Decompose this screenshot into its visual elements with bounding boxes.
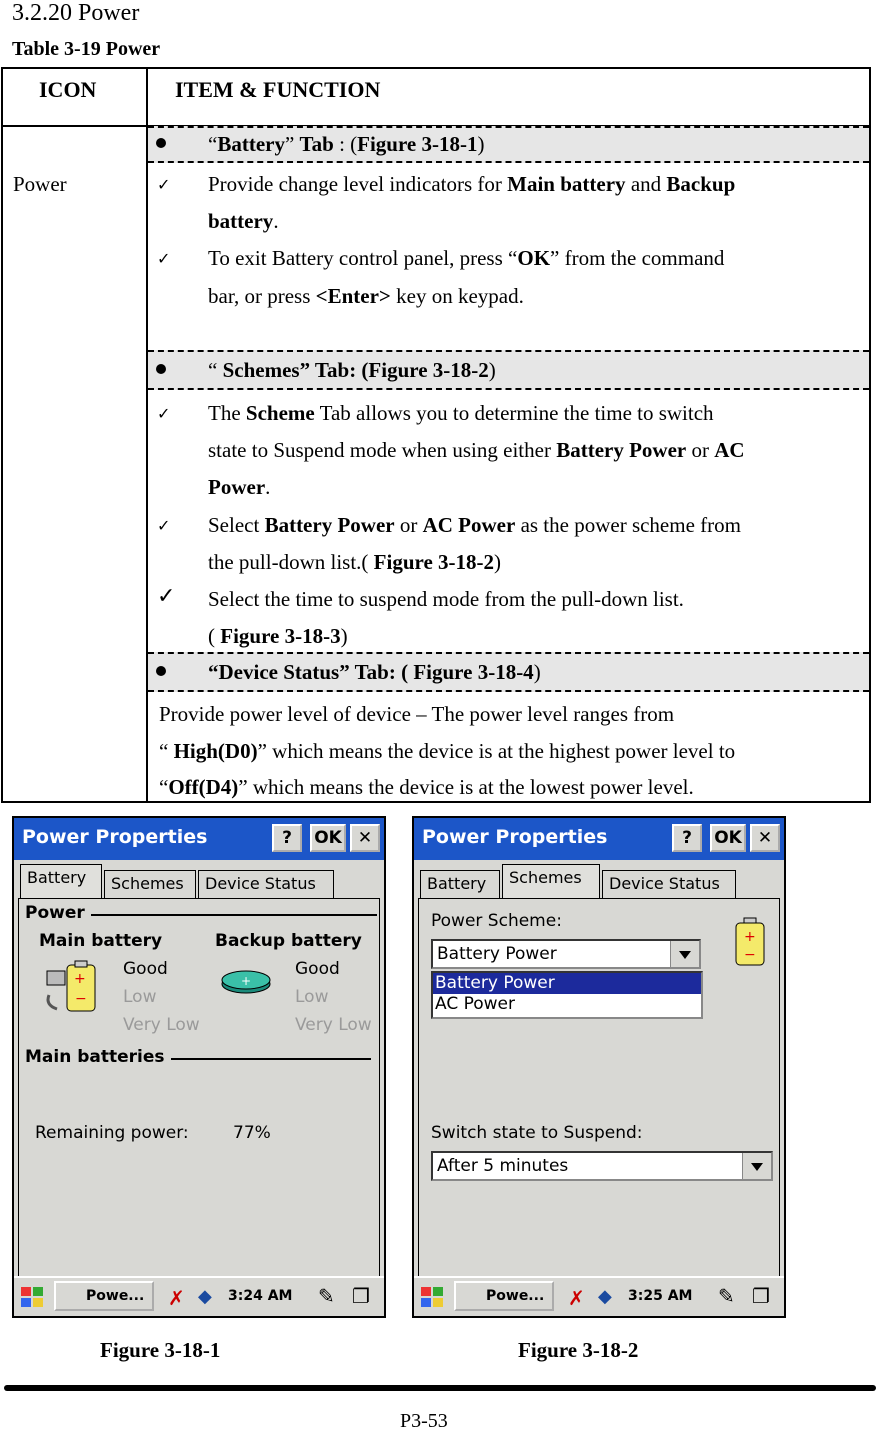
main-level-very-low: Very Low <box>123 1015 200 1035</box>
battery-item-2-cont: bar, or press <Enter> key on keypad. <box>208 284 524 308</box>
window-title: Power Properties <box>422 826 608 848</box>
svg-text:+: + <box>74 971 86 987</box>
battery-item-1: Provide change level indicators for Main battery and Backup <box>208 172 736 196</box>
taskbar <box>14 1276 384 1316</box>
option-ac-power[interactable]: AC Power <box>435 994 516 1014</box>
remaining-power-label: Remaining power: <box>35 1123 189 1143</box>
battery-icon <box>733 917 767 967</box>
power-table <box>1 67 871 803</box>
power-group-label: Power <box>25 903 85 923</box>
tab-battery[interactable]: Battery <box>420 870 500 898</box>
backup-battery-icon <box>219 969 273 995</box>
page-number: P3-53 <box>400 1410 448 1432</box>
windows-switch-icon[interactable]: ❐ <box>352 1284 370 1308</box>
network-disconnected-icon[interactable]: ✗ <box>168 1286 185 1310</box>
sync-icon[interactable]: ◆ <box>198 1286 212 1307</box>
main-level-low: Low <box>123 987 157 1007</box>
clock[interactable]: 3:25 AM <box>628 1288 693 1304</box>
taskbar <box>414 1276 784 1316</box>
tab-battery[interactable]: Battery <box>20 864 102 898</box>
ok-button[interactable]: OK <box>310 824 346 852</box>
main-battery-label: Main battery <box>39 931 163 951</box>
input-panel-icon[interactable]: ✎ <box>718 1284 735 1308</box>
main-batteries-label: Main batteries <box>25 1047 165 1067</box>
screenshot-schemes-tab <box>412 816 786 1318</box>
start-flag-icon[interactable] <box>418 1283 446 1311</box>
caption-figure-2: Figure 3-18-2 <box>518 1338 639 1362</box>
device-text-1: Provide power level of device – The power level ranges from <box>159 702 675 726</box>
schemes-panel <box>418 898 780 1282</box>
window-title: Power Properties <box>22 826 208 848</box>
chevron-down-icon[interactable] <box>670 941 699 967</box>
tab-device-status[interactable]: Device Status <box>602 870 736 898</box>
section-title: 3.2.20 Power <box>12 0 140 26</box>
scheme-item-3: Select the time to suspend mode from the pull-down list. <box>208 587 684 611</box>
icon-cell-power: Power <box>13 172 67 196</box>
help-button[interactable]: ? <box>672 824 702 852</box>
network-disconnected-icon[interactable]: ✗ <box>568 1286 585 1310</box>
suspend-label: Switch state to Suspend: <box>431 1123 643 1143</box>
backup-level-low: Low <box>295 987 329 1007</box>
tab-schemes[interactable]: Schemes <box>502 864 600 898</box>
header-icon: ICON <box>39 77 97 102</box>
bullet-icon <box>156 364 166 374</box>
windows-switch-icon[interactable]: ❐ <box>752 1284 770 1308</box>
device-text-2: “ High(D0)” which means the device is at the highest power level to <box>159 739 736 763</box>
svg-text:−: − <box>744 947 756 963</box>
scheme-item-2-cont: the pull-down list.( Figure 3-18-2) <box>208 550 501 574</box>
device-status-tab-heading: “Device Status” Tab: ( Figure 3-18-4) <box>148 652 869 692</box>
checkmark-icon: ✓ <box>157 518 171 535</box>
tab-device-status[interactable]: Device Status <box>198 870 334 898</box>
clock[interactable]: 3:24 AM <box>228 1288 293 1304</box>
device-text-3: “Off(D4)” which means the device is at the lowest power level. <box>159 775 694 799</box>
backup-level-good: Good <box>295 959 340 979</box>
table-title: Table 3-19 Power <box>12 38 161 60</box>
title-bar <box>414 818 784 860</box>
battery-item-2: To exit Battery control panel, press “OK” from the command <box>208 246 725 270</box>
remaining-power-value: 77% <box>233 1123 271 1143</box>
scheme-item-1-cont2: Power. <box>208 475 271 499</box>
bullet-icon <box>156 138 166 148</box>
backup-level-very-low: Very Low <box>295 1015 372 1035</box>
scheme-item-1: The Scheme Tab allows you to determine the time to switch <box>208 401 714 425</box>
power-scheme-label: Power Scheme: <box>431 911 562 931</box>
title-bar <box>14 818 384 860</box>
ok-button[interactable]: OK <box>710 824 746 852</box>
scheme-item-2: Select Battery Power or AC Power as the power scheme from <box>208 513 741 537</box>
schemes-tab-heading: “ Schemes” Tab: (Figure 3-18-2) <box>148 350 869 390</box>
checkmark-icon: ✓ <box>157 177 171 194</box>
option-battery-power[interactable]: Battery Power <box>433 973 701 994</box>
power-scheme-select[interactable] <box>431 939 701 969</box>
svg-text:+: + <box>744 929 756 945</box>
screenshot-battery-tab <box>12 816 386 1318</box>
group-separator <box>171 1058 371 1060</box>
close-button[interactable]: ✕ <box>750 824 780 852</box>
taskbar-power-task[interactable]: Powe... <box>454 1281 554 1311</box>
power-scheme-dropdown-list[interactable] <box>431 971 703 1019</box>
footer-rule <box>4 1385 876 1391</box>
main-battery-icon <box>43 959 103 1019</box>
power-scheme-value: Battery Power <box>437 944 557 964</box>
tab-schemes[interactable]: Schemes <box>104 870 196 898</box>
scheme-item-3-cont: ( Figure 3-18-3) <box>208 624 348 648</box>
checkmark-icon: ✓ <box>157 251 171 268</box>
battery-item-1-cont: battery. <box>208 209 279 233</box>
start-flag-icon[interactable] <box>18 1283 46 1311</box>
battery-panel <box>18 898 380 1282</box>
taskbar-power-task[interactable]: Powe... <box>54 1281 154 1311</box>
bullet-icon <box>156 666 166 676</box>
caption-figure-1: Figure 3-18-1 <box>100 1338 221 1362</box>
suspend-select[interactable] <box>431 1151 773 1181</box>
suspend-value: After 5 minutes <box>437 1156 569 1176</box>
main-level-good: Good <box>123 959 168 979</box>
svg-text:+: + <box>241 974 252 988</box>
group-separator <box>91 914 377 916</box>
backup-battery-label: Backup battery <box>215 931 362 951</box>
checkmark-icon: ✓ <box>157 583 176 608</box>
help-button[interactable]: ? <box>272 824 302 852</box>
chevron-down-icon[interactable] <box>742 1153 771 1179</box>
scheme-item-1-cont: state to Suspend mode when using either Battery Power or AC <box>208 438 745 462</box>
sync-icon[interactable]: ◆ <box>598 1286 612 1307</box>
header-item-function: ITEM & FUNCTION <box>175 77 381 102</box>
svg-text:−: − <box>75 991 87 1007</box>
battery-tab-heading: “Battery” Tab : (Figure 3-18-1) <box>148 126 869 163</box>
close-button[interactable]: ✕ <box>350 824 380 852</box>
input-panel-icon[interactable]: ✎ <box>318 1284 335 1308</box>
checkmark-icon: ✓ <box>157 406 171 423</box>
